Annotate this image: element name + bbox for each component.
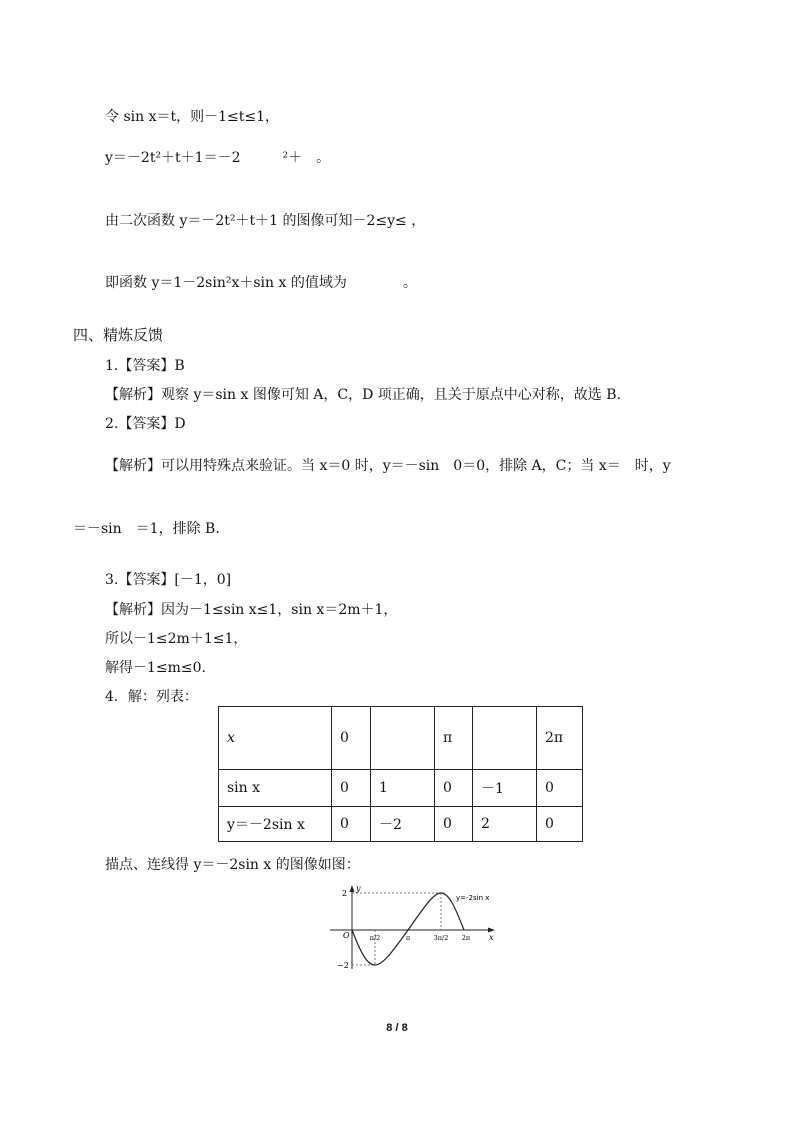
table-cell <box>473 707 537 770</box>
table-cell: 0 <box>537 807 583 842</box>
y-axis-label: y <box>356 884 361 893</box>
table-cell: 0 <box>332 707 371 770</box>
y-axis-arrow-icon <box>350 885 355 892</box>
table-cell: sin x <box>219 770 332 807</box>
curve-label: y=-2sin x <box>456 894 490 902</box>
x-tick-three-half-pi: 3π/2 <box>433 934 449 942</box>
x-tick-pi: π <box>405 934 411 942</box>
table-cell: y＝－2sin x <box>219 807 332 842</box>
answer-4: 4．解：列表： <box>105 689 198 705</box>
table-row <box>219 770 583 807</box>
table-cell: x <box>219 707 332 770</box>
x-axis-arrow-icon <box>488 928 495 933</box>
table-cell: 0 <box>332 807 371 842</box>
table-cell: 2π <box>537 707 583 770</box>
table-cell: 0 <box>435 770 473 807</box>
answer-3-step-2: 所以－1≤2m＋1≤1， <box>105 631 248 647</box>
table-cell: 0 <box>537 770 583 807</box>
table-cell: 2 <box>473 807 537 842</box>
answer-2: 2.【答案】D <box>105 416 186 432</box>
table-cell <box>371 707 435 770</box>
y-tick-2: 2 <box>342 889 348 898</box>
line-substitution: 令 sin x＝t，则－1≤t≤1， <box>105 109 280 125</box>
answer-3: 3.【答案】[－1，0] <box>105 572 232 588</box>
y-tick-neg2: −2 <box>337 961 349 970</box>
table-cell: 0 <box>332 770 371 807</box>
graph-caption: 描点、连线得 y＝－2sin x 的图像如图： <box>105 857 360 873</box>
line-range-conclusion: 即函数 y＝1－2sin²x＋sin x 的值域为 。 <box>105 275 417 291</box>
page-number: 8 / 8 <box>386 1022 408 1034</box>
answer-2-explanation-cont: ＝－sin ＝1，排除 B. <box>73 521 220 537</box>
table-cell: －1 <box>473 770 537 807</box>
sine-graph <box>325 883 505 973</box>
section-heading: 四、精炼反馈 <box>73 326 164 344</box>
table-cell: π <box>435 707 473 770</box>
sine-curve <box>352 893 464 965</box>
table-row <box>219 707 583 770</box>
line-quadratic: y＝－2t²＋t＋1＝－2 ²＋ 。 <box>105 150 331 166</box>
line-range-inference: 由二次函数 y＝－2t²＋t＋1 的图像可知－2≤y≤ ， <box>105 213 426 229</box>
answer-3-explanation: 【解析】因为－1≤sin x≤1，sin x＝2m＋1， <box>105 602 398 618</box>
table-cell: －2 <box>371 807 435 842</box>
x-tick-two-pi: 2π <box>461 934 471 942</box>
answer-1: 1.【答案】B <box>105 358 185 374</box>
answer-3-step-3: 解得－1≤m≤0. <box>105 660 207 676</box>
table-row <box>219 807 583 842</box>
table-cell: 1 <box>371 770 435 807</box>
value-table <box>218 706 583 842</box>
answer-2-explanation: 【解析】可以用特殊点来验证。当 x＝0 时，y＝－sin 0＝0，排除 A，C；当 x＝ 时，y <box>105 458 671 474</box>
origin-label: O <box>343 931 350 940</box>
table-cell: 0 <box>435 807 473 842</box>
x-tick-half-pi: π/2 <box>369 934 381 942</box>
x-axis-label: x <box>489 933 494 942</box>
answer-1-explanation: 【解析】观察 y＝sin x 图像可知 A，C，D 项正确，且关于原点中心对称，故选 B. <box>105 387 621 403</box>
